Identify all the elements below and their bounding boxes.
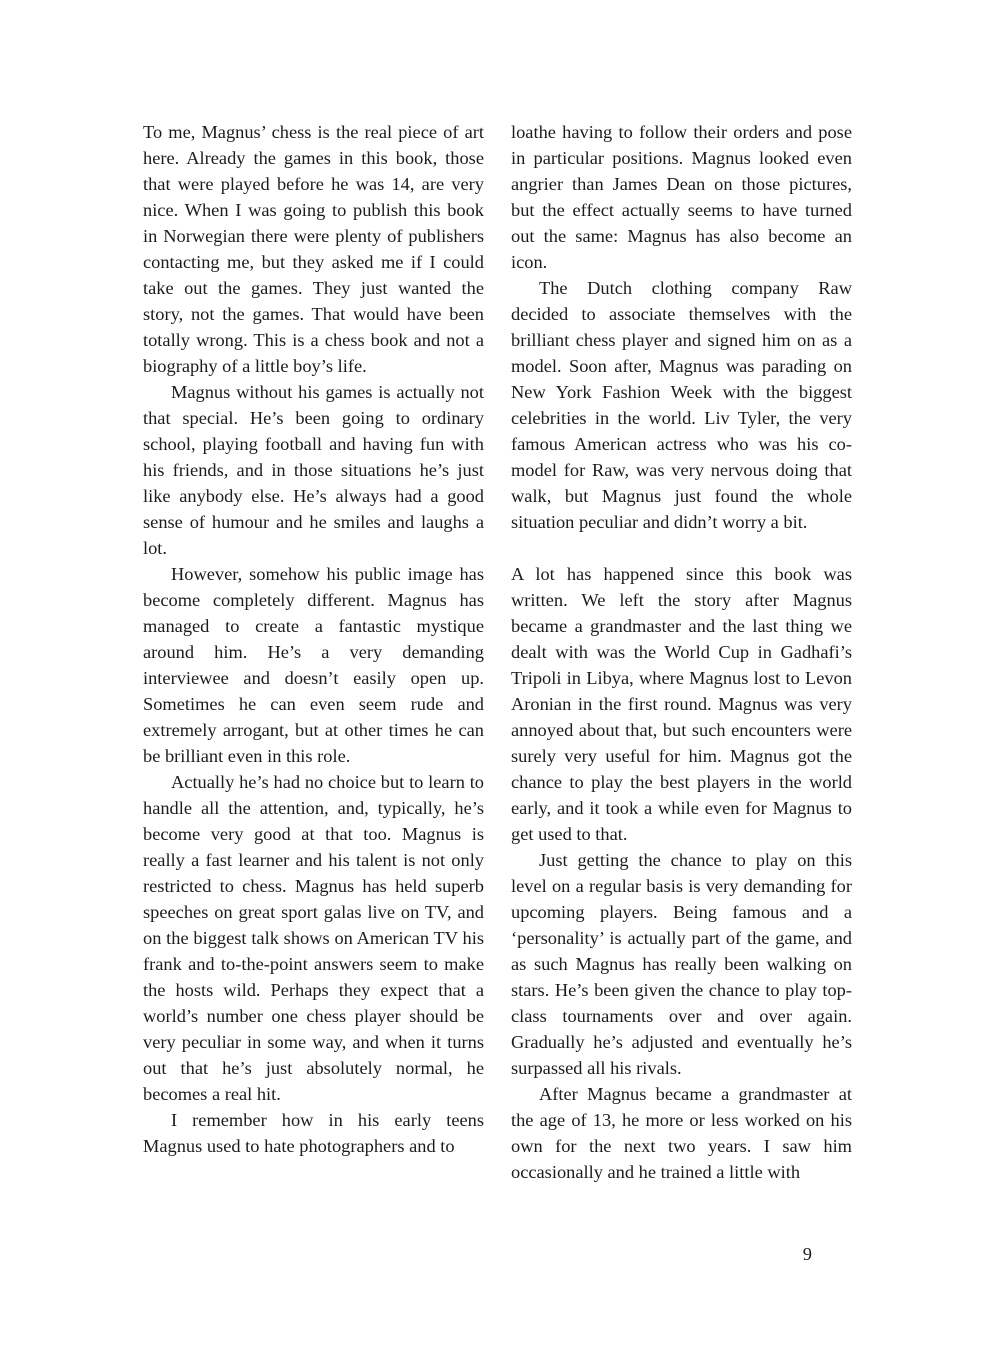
paragraph: To me, Magnus’ chess is the real piece of art here. Already the games in this book, those that were played before he was 14, are very nice. When I was going to publish this book in Norwegian there were plenty of publishers contacting me, but they asked me if I could take out the games. They just wanted the story, not the games. That would have been totally wrong. This is a chess book and not a biography of a little boy’s life. [143,122,484,376]
page-number: 9 [802,1244,812,1264]
paragraph: Magnus without his games is actually not that special. He’s been going to ordinary school, playing football and having fun with his friends, and in those situations he’s just like anybody else. He’s always had a good sense of humour and he smiles and laughs a lot. [143,382,484,558]
paragraph: However, somehow his public image has become completely different. Magnus has managed to create a fantastic mystique around him. He’s a very demanding interviewee and doesn’t easily open up. Sometimes he can even seem rude and extremely arrogant, but at other times he can be brilliant even in this role. [143,564,484,766]
paragraph: The Dutch clothing company Raw decided to associate themselves with the brilliant chess player and signed him on as a model. Soon after, Magnus was parading on New York Fashion Week with the biggest celebrities in the world. Liv Tyler, the very famous American actress who was his co-model for Raw, was very nervous doing that walk, but Magnus just found the whole situation peculiar and didn’t worry a bit. [511,278,852,532]
paragraph: loathe having to follow their orders and pose in particular positions. Magnus looked even angrier than James Dean on those pictures, but the effect actually seems to have turned out the same: Magnus has also become an icon. [511,122,852,272]
paragraph: A lot has happened since this book was written. We left the story after Magnus became a grandmaster and the last thing we dealt with was the World Cup in Gadhafi’s Tripoli in Libya, where Magnus lost to Levon Aronian in the first round. Magnus was very annoyed about that, but such encounters were surely very useful for him. Magnus got the chance to play the best players in the world early, and it took a while even for Magnus to get used to that. [511,564,852,844]
paragraph: Actually he’s had no choice but to learn to handle all the attention, and, typically, he’s become very good at that too. Magnus is really a fast learner and his talent is not only restricted to chess. Magnus has held superb speeches on great sport galas live on TV, and on the biggest talk shows on American TV his frank and to-the-point answers seem to make the hosts wild. Perhaps they expect that a world’s number one chess player should be very peculiar in some way, and when it turns out that he’s just absolutely normal, he becomes a real hit. [143,772,484,1104]
paragraph: After Magnus became a grandmaster at the age of 13, he more or less worked on his own for the next two years. I saw him occasionally and he trained a little with [511,1084,852,1182]
paragraph: I remember how in his early teens Magnus used to hate photographers and to [143,1110,484,1156]
left-text-column [143,119,484,1159]
right-text-column [511,119,852,1185]
paragraph: Just getting the chance to play on this level on a regular basis is very demanding for upcoming players. Being famous and a ‘personality’ is actually part of the game, and as such Magnus has really been walking on stars. He’s been given the chance to play top-class tournaments over and over again. Gradually he’s adjusted and eventually he’s surpassed all his rivals. [511,850,852,1078]
